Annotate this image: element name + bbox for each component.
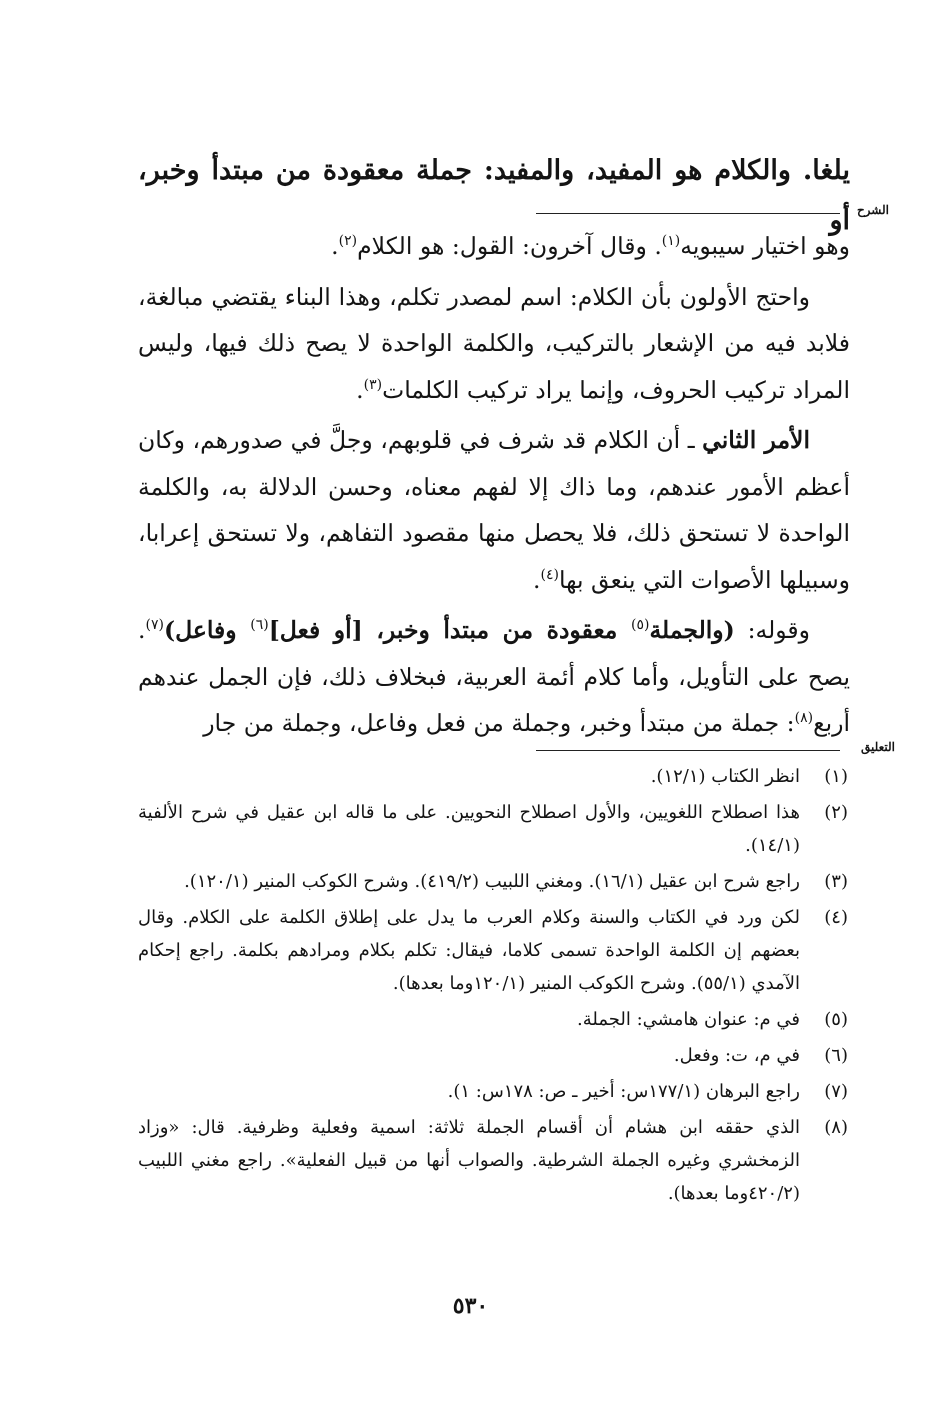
footnote-number: (٥) bbox=[824, 1009, 848, 1030]
footnote-number: (٣) bbox=[824, 871, 848, 892]
footnote-number: (٦) bbox=[824, 1045, 848, 1066]
footnote-number: (١) bbox=[824, 766, 848, 787]
section-heading: الأمر الثاني bbox=[702, 426, 810, 454]
taliq-label: التعليق bbox=[858, 740, 898, 754]
sharh-text: . يصح على التأويل، وأما كلام أئمة العربية، فبخلاف ذلك، فإن الجمل عندهم أربع bbox=[138, 616, 850, 737]
sharh-paragraph bbox=[138, 274, 850, 414]
footnote-item bbox=[138, 796, 850, 862]
footnote-text: في م، ت: وفعل. bbox=[673, 1045, 800, 1066]
footnote-item bbox=[138, 1111, 850, 1210]
quoted-matn: معقودة من مبتدأ وخبر، [أو فعل] bbox=[268, 616, 631, 644]
footnote-ref[interactable]: (٢) bbox=[338, 233, 358, 249]
footnote-text: الذي حققه ابن هشام أن أقسام الجملة ثلاثة: اسمية وفعلية وظرفية. قال: «وزاد الزمخشري وغيره الجملة الشرطية. والصواب أنها من قبيل الفعلية». راجع مغني اللبيب (٤٢٠/٢وما بعدها). bbox=[138, 1117, 800, 1204]
page-number: ٥٣٠ bbox=[452, 1293, 489, 1319]
footnote-item bbox=[138, 901, 850, 1000]
footnote-ref[interactable]: (٨) bbox=[794, 710, 814, 726]
footnote-ref[interactable]: (٥) bbox=[630, 617, 650, 633]
sharh-text: . bbox=[331, 232, 339, 260]
footnote-number: (٨) bbox=[824, 1117, 848, 1138]
sharh-text: ـ أن الكلام قد شرف في قلوبهم، وجلَّ في صدورهم، وكان أعظم الأمور عندهم، وما ذاك إلا لفهم معناه، وحسن الدلالة به، والكلمة الواحدة لا تستحق ذلك، فلا يحصل منها مقصود التفاهم، ولا تستحق إعرابا، وسبيلها الأصوات التي ينعق بها bbox=[138, 426, 850, 594]
footnote-item bbox=[138, 1039, 850, 1072]
sharh-label: الشرح bbox=[854, 203, 892, 217]
sharh-paragraph bbox=[138, 417, 850, 603]
footnote-text: لكن ورد في الكتاب والسنة وكلام العرب ما يدل على إطلاق الكلمة على الكلام. وقال بعضهم إن الكلمة الواحدة تسمى كلاما، فيقال: تكلم بكلام ومرادهم بكلمة. راجع إحكام الآمدي (٥٥/١). وشرح الكوكب المنير (١٢٠/١وما بعدها). bbox=[138, 907, 800, 994]
sharh-text: : جملة من مبتدأ وخبر، وجملة من فعل وفاعل، وجملة من جار bbox=[203, 709, 795, 737]
footnote-item bbox=[138, 1003, 850, 1036]
sharh-paragraph bbox=[138, 223, 850, 270]
sharh-text: وقوله: bbox=[734, 616, 810, 644]
footnote-number: (٤) bbox=[824, 907, 848, 928]
footnotes-section bbox=[138, 760, 850, 1213]
footnote-number: (٧) bbox=[824, 1081, 848, 1102]
taliq-rule bbox=[536, 750, 840, 751]
quoted-matn: (والجملة bbox=[649, 616, 735, 644]
footnote-number: (٢) bbox=[824, 802, 848, 823]
sharh-text: وهو اختيار سيبويه bbox=[680, 232, 850, 260]
footnote-text: هذا اصطلاح اللغويين، والأول اصطلاح النحويين. على ما قاله ابن عقيل في شرح الألفية (١٤/١). bbox=[138, 802, 800, 856]
footnote-text: راجع شرح ابن عقيل (١٦/١). ومغني اللبيب (٤١٩/٢). وشرح الكوكب المنير (١٢٠/١). bbox=[184, 871, 800, 892]
footnote-ref[interactable]: (١) bbox=[661, 233, 681, 249]
footnote-ref[interactable]: (٦) bbox=[250, 617, 269, 633]
quoted-matn: وفاعل) bbox=[163, 616, 251, 644]
sharh-text: . وقال آخرون: القول: هو الكلام bbox=[357, 232, 662, 260]
footnote-ref[interactable]: (٣) bbox=[363, 376, 383, 393]
footnote-ref[interactable]: (٤) bbox=[540, 566, 559, 583]
footnote-item bbox=[138, 760, 850, 793]
footnote-item bbox=[138, 1075, 850, 1108]
sharh-section bbox=[138, 223, 850, 747]
sharh-text: واحتج الأولون بأن الكلام: اسم لمصدر تكلم، وهذا البناء يقتضي مبالغة، فلابد فيه من الإشعار بالتركيب، والكلمة الواحدة لا يصح ذلك فيها، وليس المراد تركيب الحروف، وإنما يراد تركيب الكلمات bbox=[138, 282, 850, 404]
footnote-text: انظر الكتاب (١٢/١). bbox=[650, 766, 800, 787]
footnote-text: في م: عنوان هامشي: الجملة. bbox=[577, 1009, 800, 1030]
sharh-text: . bbox=[356, 375, 364, 404]
sharh-paragraph bbox=[138, 607, 850, 747]
footnote-ref[interactable]: (٧) bbox=[145, 617, 164, 633]
sharh-text: . bbox=[533, 565, 541, 594]
footnote-text: راجع البرهان (١٧٧/١س: أخير ـ ص: ١٧٨س: ١). bbox=[447, 1081, 800, 1102]
matn-text: يلغا. والكلام هو المفيد، والمفيد: جملة معقودة من مبتدأ وخبر، أو bbox=[138, 155, 850, 236]
sharh-rule bbox=[536, 213, 840, 214]
footnote-item bbox=[138, 865, 850, 898]
